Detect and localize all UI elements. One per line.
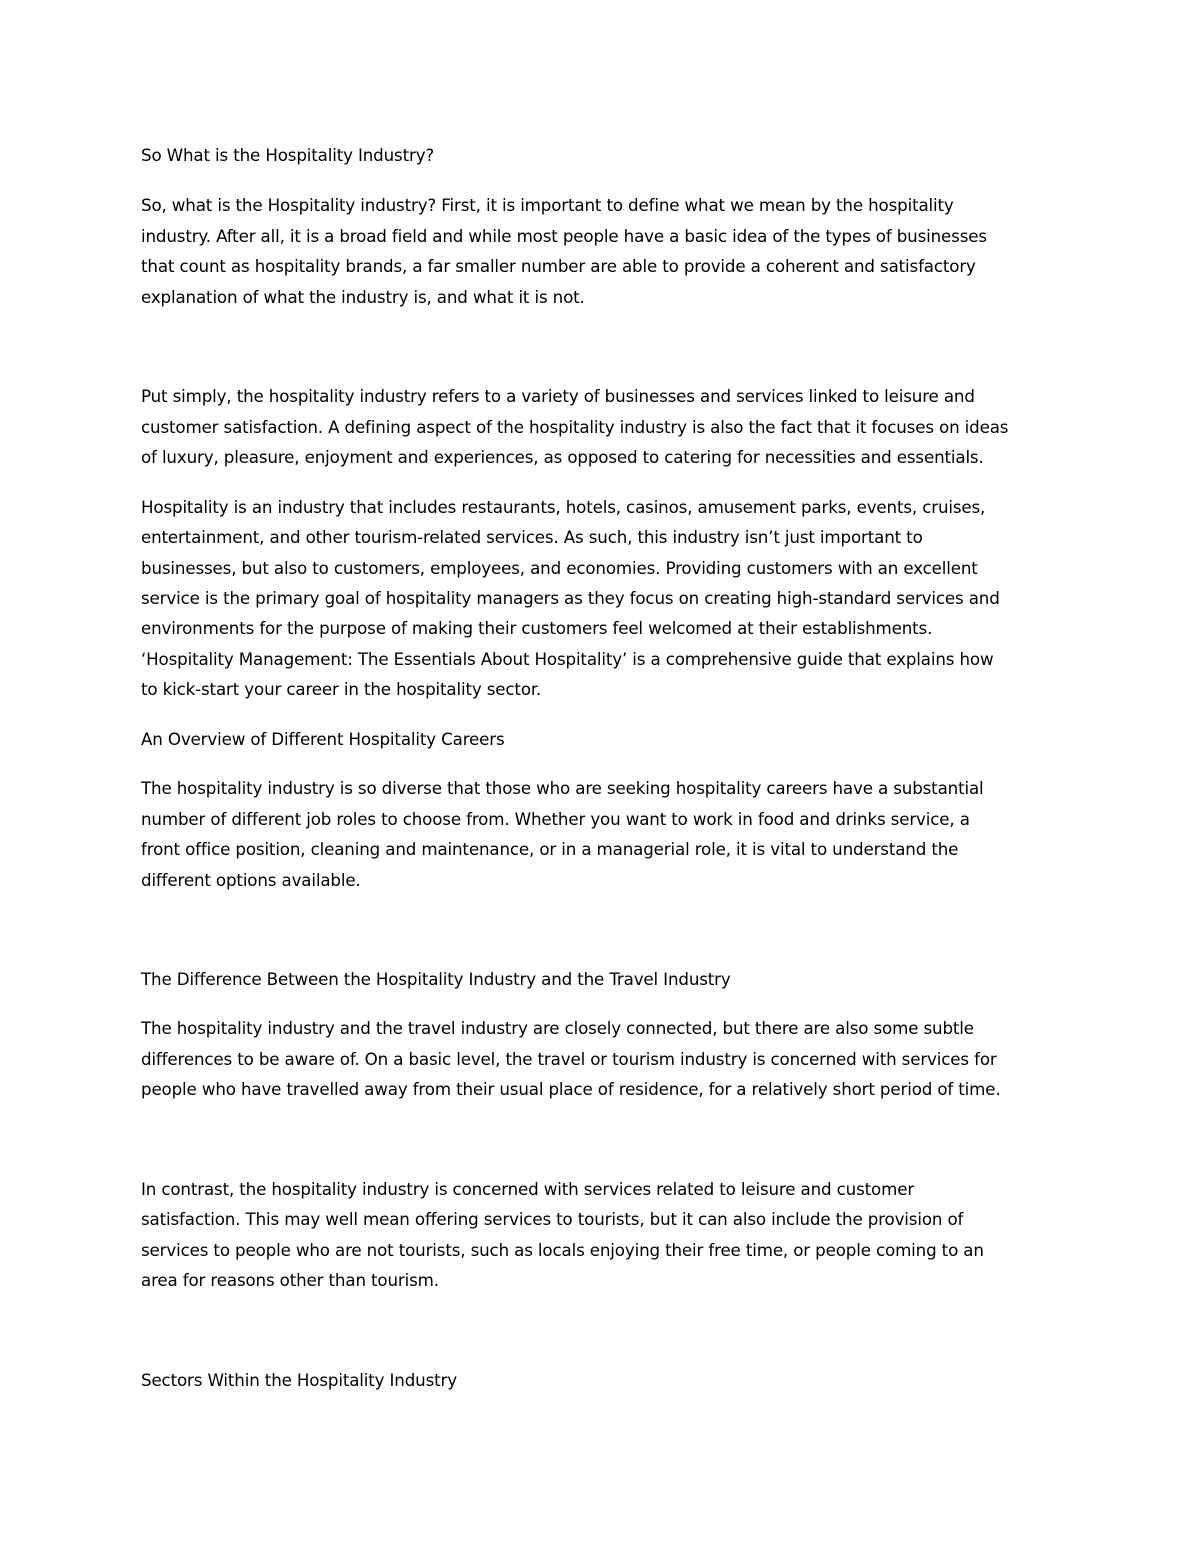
paragraph-line: ‘Hospitality Management: The Essentials About Hospitality’ is a comprehensive guide that explains how — [141, 649, 994, 669]
paragraph-line: entertainment, and other tourism-related services. As such, this industry isn’t just important to — [141, 527, 923, 547]
paragraph-line: In contrast, the hospitality industry is concerned with services related to leisure and customer — [141, 1179, 915, 1199]
heading-hospitality-careers: An Overview of Different Hospitality Careers — [141, 729, 505, 749]
heading-sectors: Sectors Within the Hospitality Industry — [141, 1370, 457, 1390]
paragraph-line: explanation of what the industry is, and what it is not. — [141, 287, 585, 307]
paragraph-line: The hospitality industry is so diverse that those who are seeking hospitality careers have a substantial — [141, 778, 984, 798]
paragraph-line: that count as hospitality brands, a far smaller number are able to provide a coherent and satisfactory — [141, 256, 976, 276]
heading-what-is-hospitality: So What is the Hospitality Industry? — [141, 145, 435, 165]
paragraph-line: Hospitality is an industry that includes restaurants, hotels, casinos, amusement parks, events, cruises, — [141, 497, 986, 517]
paragraph-line: So, what is the Hospitality industry? First, it is important to define what we mean by the hospitality — [141, 195, 954, 215]
paragraph-line: different options available. — [141, 870, 361, 890]
paragraph-line: differences to be aware of. On a basic level, the travel or tourism industry is concerned with services for — [141, 1049, 997, 1069]
paragraph-line: number of different job roles to choose from. Whether you want to work in food and drinks service, a — [141, 809, 970, 829]
paragraph-line: front office position, cleaning and maintenance, or in a managerial role, it is vital to understand the — [141, 839, 959, 859]
paragraph-line: area for reasons other than tourism. — [141, 1270, 439, 1290]
paragraph-line: businesses, but also to customers, employees, and economies. Providing customers with an excellent — [141, 558, 978, 578]
paragraph-line: to kick-start your career in the hospitality sector. — [141, 679, 542, 699]
paragraph-line: service is the primary goal of hospitality managers as they focus on creating high-standard services and — [141, 588, 1000, 608]
paragraph-line: of luxury, pleasure, enjoyment and experiences, as opposed to catering for necessities and essentials. — [141, 447, 984, 467]
paragraph-line: satisfaction. This may well mean offering services to tourists, but it can also include the provision of — [141, 1209, 964, 1229]
paragraph-line: customer satisfaction. A defining aspect of the hospitality industry is also the fact that it focuses on ideas — [141, 417, 1009, 437]
paragraph-line: people who have travelled away from their usual place of residence, for a relatively short period of time. — [141, 1079, 1001, 1099]
heading-hospitality-vs-travel: The Difference Between the Hospitality Industry and the Travel Industry — [141, 969, 731, 989]
paragraph-line: industry. After all, it is a broad field and while most people have a basic idea of the types of businesses — [141, 226, 987, 246]
paragraph-line: environments for the purpose of making their customers feel welcomed at their establishments. — [141, 618, 933, 638]
paragraph-line: Put simply, the hospitality industry refers to a variety of businesses and services linked to leisure and — [141, 386, 975, 406]
paragraph-line: The hospitality industry and the travel industry are closely connected, but there are also some subtle — [141, 1018, 974, 1038]
paragraph-line: services to people who are not tourists, such as locals enjoying their free time, or people coming to an — [141, 1240, 984, 1260]
